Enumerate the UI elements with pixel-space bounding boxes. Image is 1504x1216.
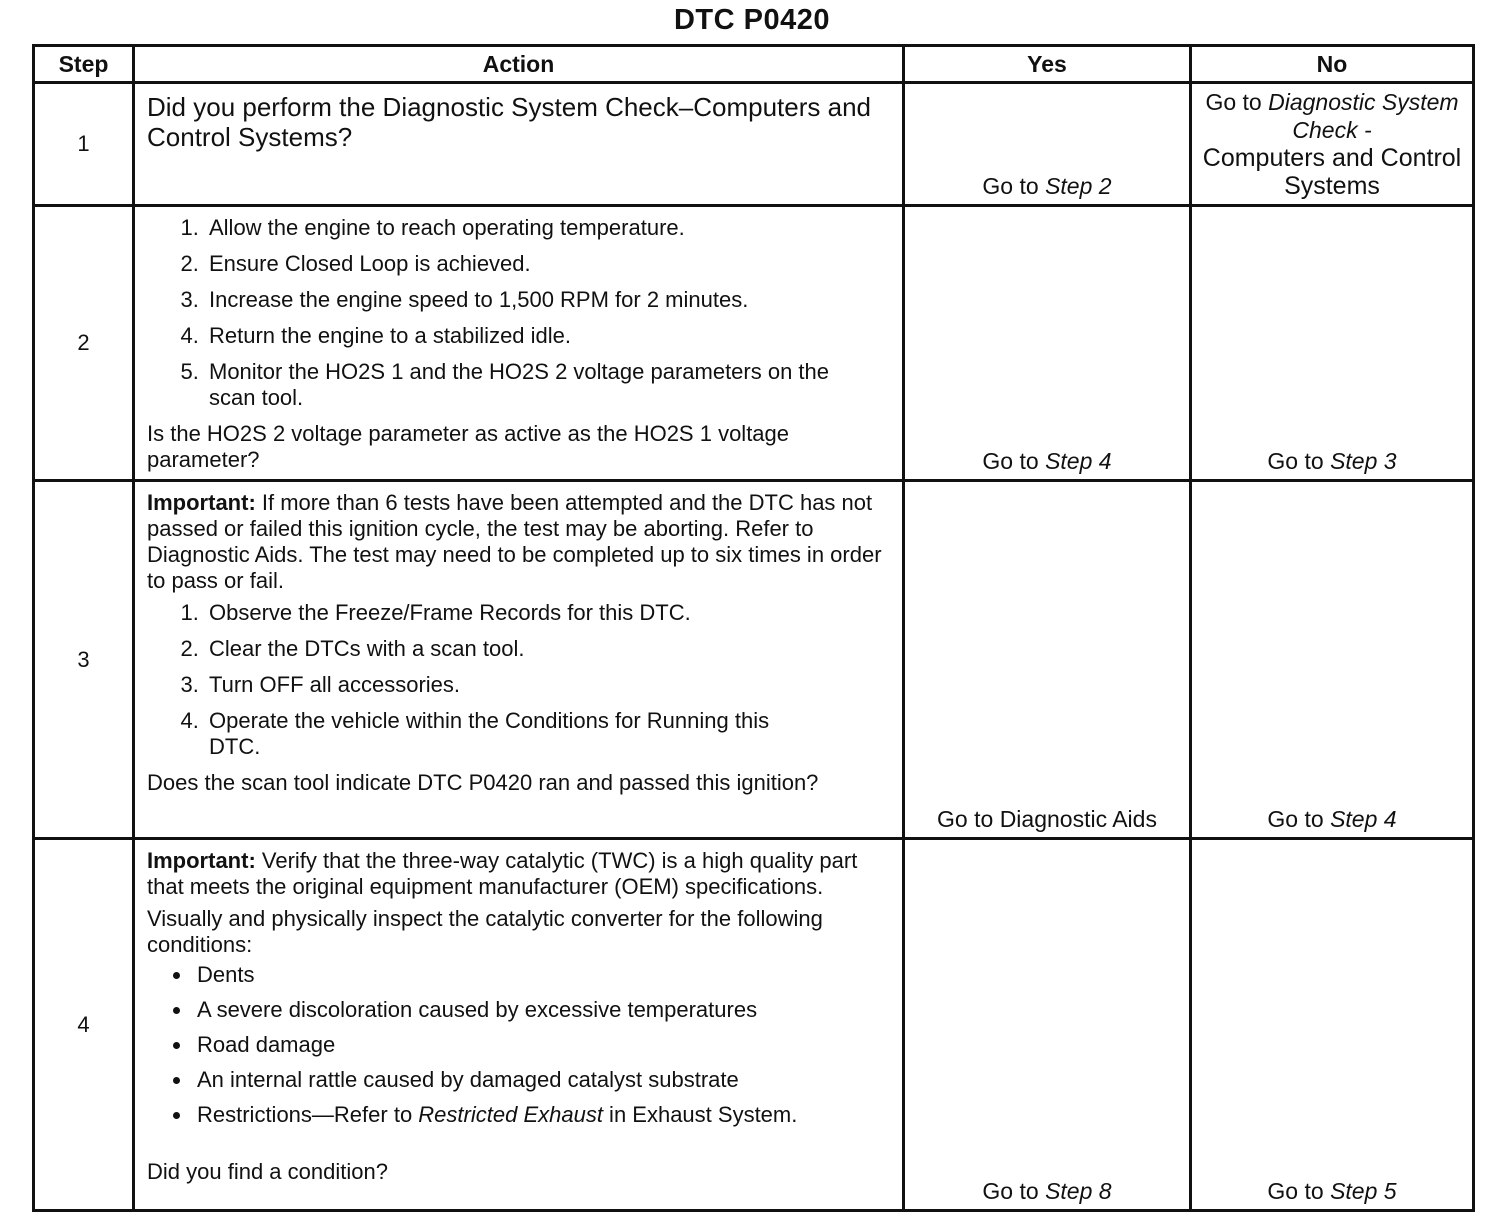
restrictions-suffix: in Exhaust System.: [602, 1102, 798, 1127]
question-text: Did you find a condition?: [147, 1159, 388, 1184]
list-item: 3. Turn OFF all accessories.: [205, 672, 890, 698]
no-step-link[interactable]: Step 3: [1330, 448, 1397, 474]
list-item: 1. Allow the engine to reach operating temperature.: [205, 215, 890, 241]
important-text: If more than 6 tests have been attempted and the DTC has not passed or failed this ignition cycle, the test may be aborting. Refer to Diagnostic Aids. The test may need to be completed up to six times in order to pass or fail.: [147, 490, 882, 593]
yes-cell: [904, 839, 1191, 1211]
column-header-step: Step: [34, 46, 134, 83]
no-prefix: Go to: [1205, 89, 1269, 115]
procedure-list: [147, 215, 890, 411]
diagnostic-table: [32, 44, 1475, 1212]
inspection-intro: Visually and physically inspect the catalytic converter for the following conditions:: [147, 906, 823, 957]
important-label: Important:: [147, 490, 256, 515]
yes-prefix: Go to: [982, 1178, 1046, 1204]
list-item: 3. Increase the engine speed to 1,500 RPM for 2 minutes.: [205, 287, 890, 313]
list-item: 2. Clear the DTCs with a scan tool.: [205, 636, 890, 662]
no-step-link[interactable]: Step 4: [1330, 806, 1397, 832]
table-row: [34, 206, 1474, 481]
yes-diagnostic-aids-link[interactable]: Go to Diagnostic Aids: [937, 806, 1157, 832]
list-item: • A severe discoloration caused by excessive temperatures: [193, 997, 890, 1023]
yes-prefix: Go to: [982, 173, 1046, 199]
no-procedure-link[interactable]: Diagnostic System Check -: [1268, 89, 1459, 143]
yes-step-link[interactable]: Step 2: [1045, 173, 1112, 199]
column-header-action: Action: [134, 46, 904, 83]
page-title: DTC P0420: [673, 4, 830, 36]
restrictions-prefix: Restrictions—Refer to: [197, 1102, 419, 1127]
list-item: • Road damage: [193, 1032, 890, 1058]
restricted-exhaust-link[interactable]: Restricted Exhaust: [418, 1102, 603, 1127]
list-item: • An internal rattle caused by damaged catalyst substrate: [193, 1067, 890, 1093]
action-cell: [134, 839, 904, 1211]
list-item: 1. Observe the Freeze/Frame Records for this DTC.: [205, 600, 890, 626]
action-cell: [134, 206, 904, 481]
step-number: 2: [34, 206, 134, 481]
important-text: Verify that the three-way catalytic (TWC) is a high quality part that meets the original equipment manufacturer (OEM) specifications.: [147, 848, 858, 899]
yes-cell: [904, 481, 1191, 839]
table-row: [34, 83, 1474, 206]
yes-step-link[interactable]: Step 8: [1045, 1178, 1112, 1204]
yes-step-link[interactable]: Step 4: [1045, 448, 1112, 474]
table-row: [34, 481, 1474, 839]
question-text: Did you perform the Diagnostic System Check–Computers and Control Systems?: [147, 92, 871, 152]
no-cell: [1191, 839, 1474, 1211]
no-cell: [1191, 83, 1474, 206]
column-header-no: No: [1191, 46, 1474, 83]
list-item: 4. Operate the vehicle within the Conditions for Running this DTC.: [205, 708, 890, 760]
yes-cell: [904, 206, 1191, 481]
no-prefix: Go to: [1267, 1178, 1331, 1204]
important-note: [147, 490, 890, 594]
no-cell: [1191, 481, 1474, 839]
no-prefix: Go to: [1267, 806, 1331, 832]
no-suffix: Computers and Control Systems: [1202, 144, 1462, 200]
conditions-list: [147, 962, 890, 1128]
step-number: 1: [34, 83, 134, 206]
step-number: 4: [34, 839, 134, 1211]
list-item: 2. Ensure Closed Loop is achieved.: [205, 251, 890, 277]
action-cell: [134, 83, 904, 206]
question-text: Does the scan tool indicate DTC P0420 ran and passed this ignition?: [147, 770, 819, 795]
list-item: 4. Return the engine to a stabilized idle.: [205, 323, 890, 349]
yes-cell: [904, 83, 1191, 206]
yes-prefix: Go to: [982, 448, 1046, 474]
column-header-yes: Yes: [904, 46, 1191, 83]
list-item: [193, 1102, 890, 1128]
table-row: [34, 839, 1474, 1211]
step-number: 3: [34, 481, 134, 839]
action-cell: [134, 481, 904, 839]
no-cell: [1191, 206, 1474, 481]
important-label: Important:: [147, 848, 256, 873]
no-step-link[interactable]: Step 5: [1330, 1178, 1397, 1204]
no-prefix: Go to: [1267, 448, 1331, 474]
important-note: [147, 848, 890, 900]
list-item: • Dents: [193, 962, 890, 988]
procedure-list: [147, 600, 890, 760]
table-header-row: [34, 46, 1474, 83]
list-item: 5. Monitor the HO2S 1 and the HO2S 2 voltage parameters on the scan tool.: [205, 359, 890, 411]
question-text: Is the HO2S 2 voltage parameter as active as the HO2S 1 voltage parameter?: [147, 421, 790, 472]
